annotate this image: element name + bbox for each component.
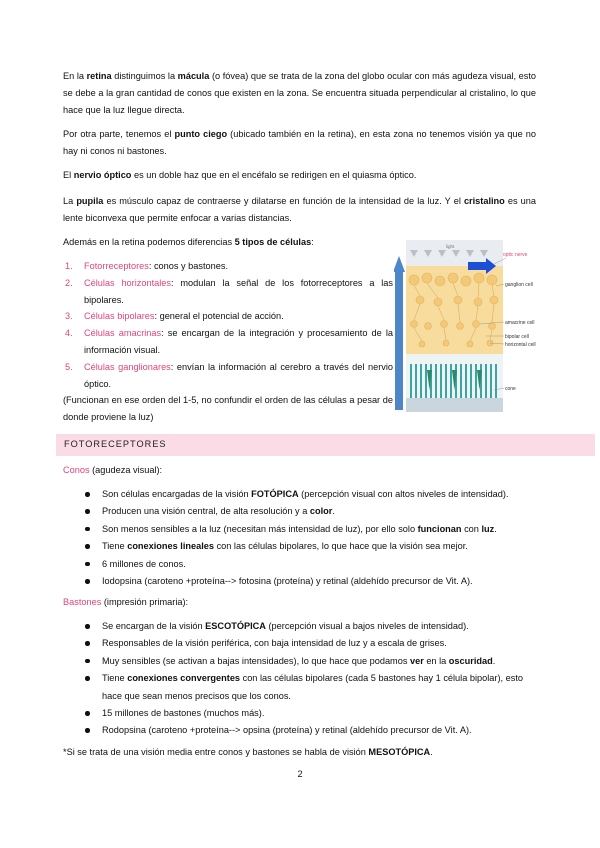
conos-heading: Conos (agudeza visual):	[63, 465, 163, 475]
paragraph-nervio-optico: El nervio óptico es un doble haz que en el encéfalo se redirigen en el quiasma óptico.	[63, 170, 417, 180]
list-item: Responsables de la visión periférica, con baja intensidad de luz y a escala de grises.	[92, 635, 542, 652]
conos-list	[92, 486, 542, 590]
bipolar-cell-label: bipolar cell	[505, 334, 529, 340]
list-item: 4. Células amacrinas: se encargan de la integración y procesamiento de la información visual.	[65, 328, 393, 355]
section-header	[56, 434, 595, 456]
paragraph-tipos-celulas: Además en la retina podemos diferencias 5 tipos de células:	[63, 237, 314, 247]
list-item: 1. Fotorreceptores: conos y bastones.	[65, 261, 229, 271]
list-item: Tiene conexiones lineales con las células bipolares, lo que hace que la visión sea mejor.	[92, 538, 542, 555]
optic-nerve-label: optic nerve	[503, 252, 528, 258]
list-item: Se encargan de la visión ESCOTÓPICA (percepción visual a bajos niveles de intensidad).	[92, 618, 542, 635]
list-item: Rodopsina (caroteno +proteína--> opsina (proteína) y retinal (aldehído precursor de Vit. A).	[92, 722, 542, 739]
list-item: 2. Células horizontales: modulan la señal de los fotorreceptores a las bipolares.	[65, 277, 393, 305]
list-item: Son menos sensibles a la luz (necesitan más intensidad de luz), por ello solo funcionan con luz.	[92, 521, 542, 538]
paragraph-pupila: La pupila es músculo capaz de contraerse y dilatarse en función de la intensidad de la luz. Y el cristalino es una lente biconvexa que permite enfocar a varias distancias.	[63, 196, 536, 223]
signal-direction-arrowhead	[394, 256, 405, 272]
bastones-heading: Bastones (impresión primaria):	[63, 597, 189, 607]
horizontal-cell-label: horizontal cell	[505, 342, 536, 348]
list-item: Iodopsina (caroteno +proteína--> fotosina (proteína) y retinal (aldehído precursor de Vit. A).	[92, 573, 542, 590]
list-item: 6 millones de conos.	[92, 556, 542, 573]
section-title: FOTORECEPTORES	[64, 439, 167, 449]
cell-types-list	[63, 258, 393, 392]
diagram-labels	[503, 252, 536, 392]
list-item: Tiene conexiones convergentes con las células bipolares (cada 5 bastones hay 1 célula bipolar), esto hace que sean menos precisos que los conos.	[92, 670, 542, 705]
bastones-list	[92, 618, 542, 740]
page-number: 2	[297, 769, 303, 779]
cells-order-note: (Funcionan en ese orden del 1-5, no confundir el orden de las células a pesar de donde proviene la luz)	[63, 395, 393, 422]
list-item: Muy sensibles (se activan a bajas intensidades), lo que hace que podamos ver en la oscuridad.	[92, 653, 542, 670]
retina-diagram	[394, 240, 548, 412]
amacrine-cell-label: amacrine cell	[505, 320, 535, 326]
list-item: 15 millones de bastones (muchos más).	[92, 705, 542, 722]
list-item: Son células encargadas de la visión FOTÓPICA (percepción visual con altos niveles de intensidad).	[92, 486, 542, 503]
signal-direction-arrow	[395, 270, 403, 410]
mesotopica-footnote: *Si se trata de una visión media entre conos y bastones se habla de visión MESOTÓPICA.	[63, 747, 433, 757]
light-label: light	[446, 244, 455, 249]
pigment-epithelium	[406, 398, 503, 412]
cone-label: cone	[505, 386, 516, 392]
list-item: 5. Células ganglionares: envían la información al cerebro a través del nervio óptico.	[65, 361, 393, 389]
list-item: Producen una visión central, de alta resolución y a color.	[92, 503, 542, 520]
ganglion-cell-label: ganglion cell	[505, 282, 533, 288]
paragraph-punto-ciego: Por otra parte, tenemos el punto ciego (ubicado también en la retina), en esta zona no tenemos visión ya que no hay ni conos ni bastones.	[63, 129, 536, 156]
list-item: 3. Células bipolares: general el potencial de acción.	[65, 311, 284, 322]
paragraph-macula: En la retina distinguimos la mácula (o fóvea) que se trata de la zona del globo ocular con más agudeza visual, esto se debe a la gran cantidad de conos que existen en la zona. Se encuentra situada perpendicular al cristalino, lo que hace que la luz llegue directa.	[63, 71, 537, 115]
